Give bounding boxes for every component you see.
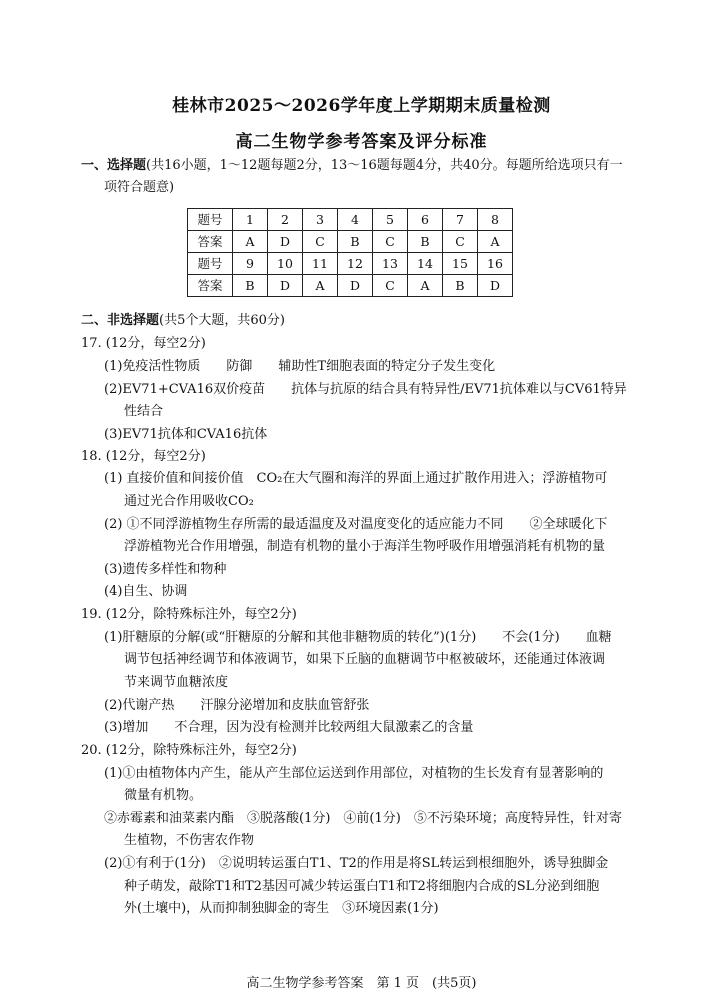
q19-answer-3: (3)增加 不合理，因为没有检测并比较两组大鼠激素乙的含量 — [104, 720, 474, 735]
document-title: 桂林市2025～2026学年度上学期期末质量检测 — [172, 96, 551, 116]
table-cell: 答案 — [188, 231, 233, 253]
document-subtitle: 高二生物学参考答案及评分标准 — [235, 132, 488, 152]
table-cell: 题号 — [188, 253, 233, 275]
section1-note-line2: 项符合题意) — [104, 180, 175, 195]
table-cell: 10 — [268, 253, 303, 275]
table-cell: D — [478, 275, 513, 297]
table-row — [188, 231, 513, 253]
table-cell: 答案 — [188, 275, 233, 297]
table-cell: 2 — [268, 209, 303, 231]
q18-heading: 18. (12分，每空2分) — [81, 449, 206, 464]
page-footer: 高二生物学参考答案 第 1 页 (共5页) — [246, 976, 477, 991]
section2-line — [81, 312, 285, 330]
table-cell: 9 — [233, 253, 268, 275]
q18-answer-4: (4)自生、协调 — [104, 584, 188, 599]
table-cell: C — [303, 231, 338, 253]
table-cell: 7 — [443, 209, 478, 231]
table-cell: D — [338, 275, 373, 297]
q20-heading: 20. (12分，除特殊标注外，每空2分) — [81, 743, 297, 758]
q17-answer-1: (1)免疫活性物质 防御 辅助性T细胞表面的特定分子发生变化 — [104, 359, 496, 374]
table-cell: A — [408, 275, 443, 297]
q19-heading: 19. (12分，除特殊标注外，每空2分) — [81, 607, 297, 622]
table-cell: D — [268, 231, 303, 253]
table-cell: B — [233, 275, 268, 297]
table-cell: A — [478, 231, 513, 253]
q18-answer-2-cont: 浮游植物光合作用增强，制造有机物的量小于海洋生物呼吸作用增强消耗有机物的量 — [124, 539, 606, 554]
table-cell: 3 — [303, 209, 338, 231]
q19-answer-2: (2)代谢产热 汗腺分泌增加和皮肤血管舒张 — [104, 698, 370, 713]
table-cell: 12 — [338, 253, 373, 275]
q18-answer-1-cont: 通过光合作用吸收CO₂ — [124, 494, 254, 509]
q20-answer-1-cont: 微量有机物。 — [124, 788, 203, 803]
answer-table — [187, 208, 513, 297]
section1-heading: 一、选择题 — [81, 158, 147, 173]
table-cell: C — [373, 275, 408, 297]
table-cell: 13 — [373, 253, 408, 275]
table-cell: A — [303, 275, 338, 297]
q17-heading: 17. (12分，每空2分) — [81, 336, 206, 351]
table-cell: 1 — [233, 209, 268, 231]
q17-answer-3: (3)EV71抗体和CVA16抗体 — [104, 427, 268, 442]
table-cell: B — [408, 231, 443, 253]
table-cell: 5 — [373, 209, 408, 231]
table-cell: 15 — [443, 253, 478, 275]
q19-answer-1: (1)肝糖原的分解(或“肝糖原的分解和其他非糖物质的转化”)(1分) 不会(1分) 血糖 — [104, 630, 612, 645]
section2-note: (共5个大题，共60分) — [159, 313, 285, 328]
table-row — [188, 275, 513, 297]
q19-answer-1-cont2: 节来调节血糖浓度 — [124, 675, 229, 690]
table-cell: 14 — [408, 253, 443, 275]
q17-answer-2: (2)EV71+CVA16双价疫苗 抗体与抗原的结合具有特异性/EV71抗体难以与CV61特异 — [104, 382, 627, 397]
table-row — [188, 253, 513, 275]
table-cell: 8 — [478, 209, 513, 231]
q20-answer-2-cont: 种子萌发，敲除T1和T2基因可减少转运蛋白T1和T2将细胞内合成的SL分泌到细胞 — [124, 879, 600, 894]
table-cell: 16 — [478, 253, 513, 275]
table-cell: 4 — [338, 209, 373, 231]
table-cell: D — [268, 275, 303, 297]
table-cell: 6 — [408, 209, 443, 231]
table-cell: B — [443, 275, 478, 297]
section1-line1 — [81, 157, 623, 175]
q18-answer-2: (2) ①不同浮游植物生存所需的最适温度及对温度变化的适应能力不同 ②全球暖化下 — [104, 517, 608, 532]
q20-answer-1: (1)①由植物体内产生，能从产生部位运送到作用部位，对植物的生长发育有显著影响的 — [104, 766, 604, 781]
q18-answer-3: (3)遗传多样性和物种 — [104, 562, 227, 577]
q19-answer-1-cont: 调节包括神经调节和体液调节，如果下丘脑的血糖调节中枢被破坏，还能通过体液调 — [124, 652, 606, 667]
table-cell: B — [338, 231, 373, 253]
table-cell: A — [233, 231, 268, 253]
table-cell: 题号 — [188, 209, 233, 231]
q20-answer-1-cont3: 生植物，不伤害农作物 — [124, 833, 255, 848]
table-row — [188, 209, 513, 231]
table-cell: 11 — [303, 253, 338, 275]
q20-answer-1-cont2: ②赤霉素和油菜素内酯 ③脱落酸(1分) ④前(1分) ⑤不污染环境；高度特异性，针对寄 — [104, 811, 622, 826]
section1-note-line1: (共16小题，1～12题每题2分，13～16题每题4分，共40分。每题所给选项只有一 — [146, 158, 623, 173]
q17-answer-2-cont: 性结合 — [124, 404, 164, 419]
q20-answer-2: (2)①有利于(1分) ②说明转运蛋白T1、T2的作用是将SL转运到根细胞外，诱导独脚金 — [104, 856, 609, 871]
q18-answer-1: (1) 直接价值和间接价值 CO₂在大气圈和海洋的界面上通过扩散作用进入；浮游植物可 — [104, 471, 608, 486]
table-cell: C — [443, 231, 478, 253]
table-cell: C — [373, 231, 408, 253]
q20-answer-2-cont2: 外(土壤中)，从而抑制独脚金的寄生 ③环境因素(1分) — [124, 901, 439, 916]
section2-heading: 二、非选择题 — [81, 313, 160, 328]
